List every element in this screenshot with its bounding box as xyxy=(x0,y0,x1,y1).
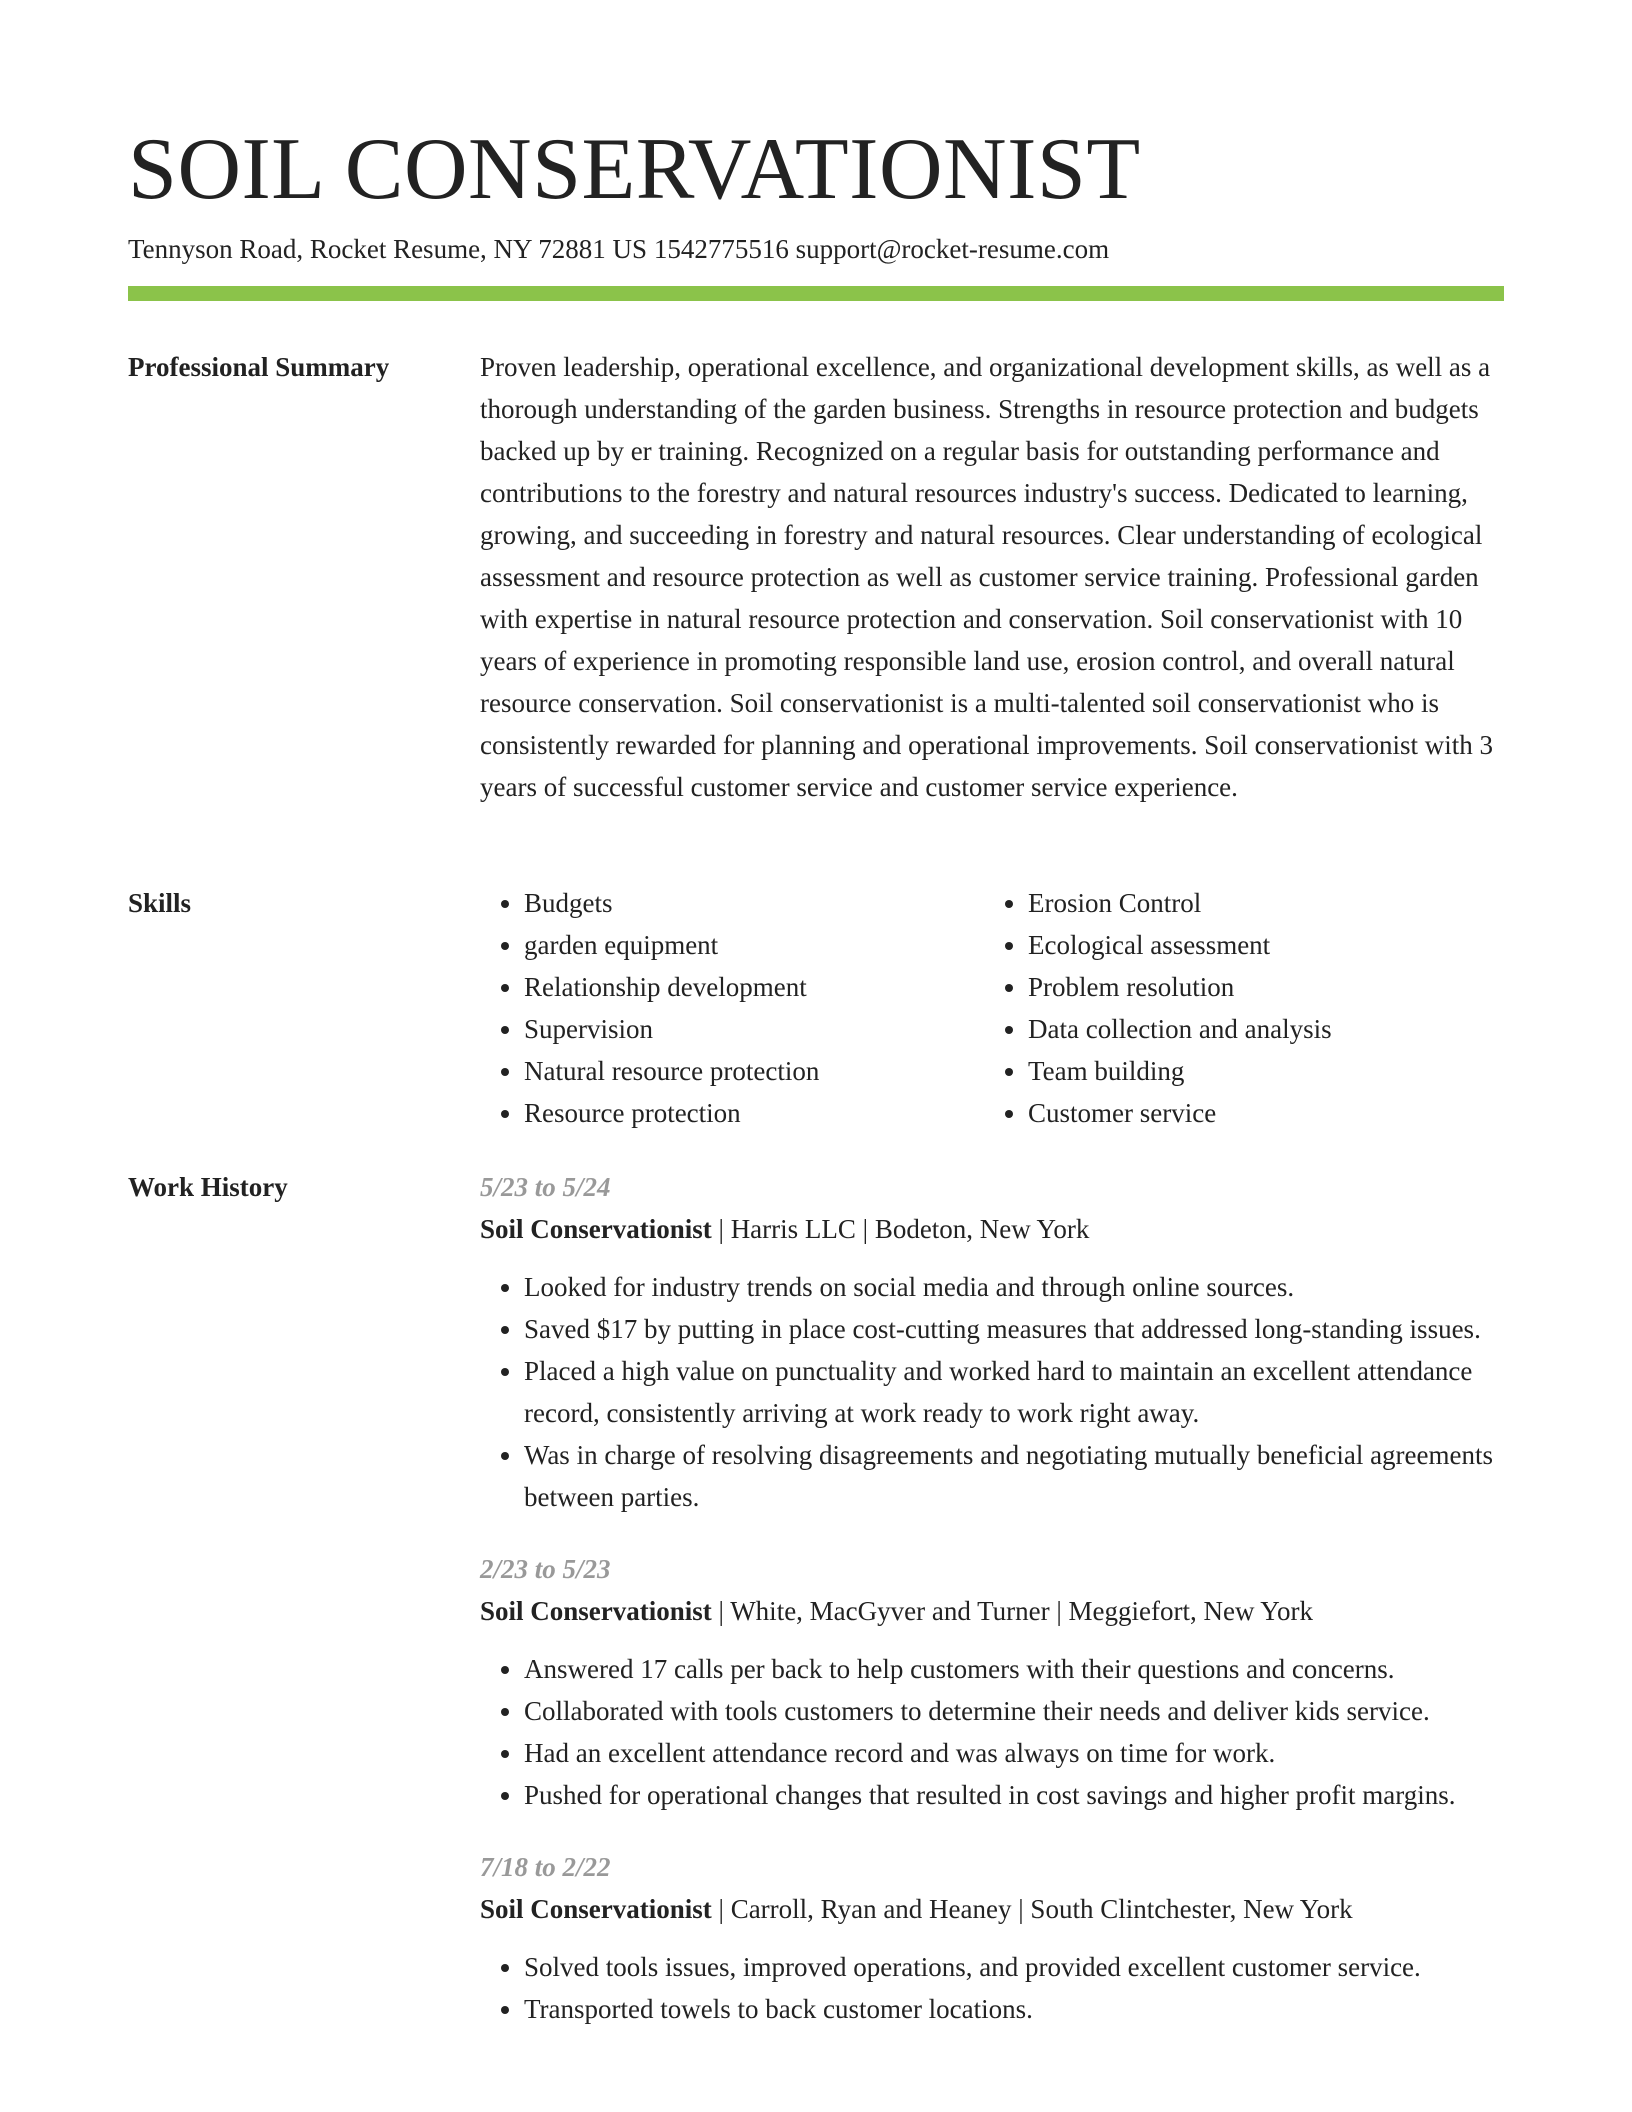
job-dates: 2/23 to 5/23 xyxy=(480,1554,611,1584)
skill-item: • Data collection and analysis xyxy=(1028,1008,1488,1050)
job-company: Harris LLC xyxy=(730,1214,856,1244)
job-bullets xyxy=(480,1648,1504,1816)
job-role: Soil Conservationist xyxy=(480,1214,712,1244)
skill-item: • Resource protection xyxy=(524,1092,984,1134)
job-entry xyxy=(480,1846,1504,2030)
job-title-line xyxy=(480,1888,1504,1930)
job-entry xyxy=(480,1548,1504,1816)
candidate-name: SOIL CONSERVATIONIST xyxy=(128,121,1141,218)
job-bullet: • Looked for industry trends on social media and through online sources. xyxy=(524,1266,1504,1308)
skill-item: • Ecological assessment xyxy=(1028,924,1488,966)
skill-item: • Erosion Control xyxy=(1028,882,1488,924)
job-entry xyxy=(480,1166,1504,1518)
job-bullets xyxy=(480,1266,1504,1518)
skill-item: • Relationship development xyxy=(524,966,984,1008)
job-bullet: • Saved $17 by putting in place cost-cutting measures that addressed long-standing issues. xyxy=(524,1308,1504,1350)
summary-text: Proven leadership, operational excellence, and organizational development skills, as well as a thorough understanding of the garden business. Strengths in resource protection and budgets backed up by er training. Recognized on a regular basis for outstanding performance and contributions to the forestry and natural resources industry's success. Dedicated to learning, growing, and succeeding in forestry and natural resources. Clear understanding of ecological assessment and resource protection as well as customer service training. Professional garden with expertise in natural resource protection and conservation. Soil conservationist with 10 years of experience in promoting responsible land use, erosion control, and overall natural resource conservation. Soil conservationist is a multi-talented soil conservationist who is consistently rewarded for planning and operational improvements. Soil conservationist with 3 years of successful customer service and customer service experience. xyxy=(480,352,1494,802)
skills-list-right xyxy=(984,882,1488,1134)
skills-column-right xyxy=(984,882,1488,1134)
skills-column-left xyxy=(480,882,984,1134)
job-separator: | xyxy=(711,1596,731,1626)
job-bullet: • Was in charge of resolving disagreements and negotiating mutually beneficial agreements between parties. xyxy=(524,1434,1504,1518)
summary-heading: Professional Summary xyxy=(128,352,390,382)
skill-item: • garden equipment xyxy=(524,924,984,966)
job-location: Bodeton, New York xyxy=(874,1214,1090,1244)
skills-grid xyxy=(480,882,1504,1134)
summary-body xyxy=(480,346,1504,808)
job-role: Soil Conservationist xyxy=(480,1596,712,1626)
skill-item: • Budgets xyxy=(524,882,984,924)
job-bullet: • Had an excellent attendance record and was always on time for work. xyxy=(524,1732,1504,1774)
job-company: Carroll, Ryan and Heaney xyxy=(730,1894,1012,1924)
work-history-body xyxy=(480,1166,1504,2060)
skill-item: • Supervision xyxy=(524,1008,984,1050)
skill-item: • Customer service xyxy=(1028,1092,1488,1134)
job-bullet: • Solved tools issues, improved operations, and provided excellent customer service. xyxy=(524,1946,1504,1988)
job-bullet: • Pushed for operational changes that resulted in cost savings and higher profit margins. xyxy=(524,1774,1504,1816)
job-location: Meggiefort, New York xyxy=(1068,1596,1314,1626)
job-separator: | xyxy=(711,1214,731,1244)
job-dates: 5/23 to 5/24 xyxy=(480,1172,611,1202)
skill-item: • Problem resolution xyxy=(1028,966,1488,1008)
contact-line: Tennyson Road, Rocket Resume, NY 72881 US 1542775516 support@rocket-resume.com xyxy=(128,234,1110,264)
job-title-line xyxy=(480,1590,1504,1632)
skills-list-left xyxy=(480,882,984,1134)
job-role: Soil Conservationist xyxy=(480,1894,712,1924)
work-history-heading: Work History xyxy=(128,1172,288,1202)
job-title-line xyxy=(480,1208,1504,1250)
job-bullets xyxy=(480,1946,1504,2030)
job-dates: 7/18 to 2/22 xyxy=(480,1852,611,1882)
skill-item: • Natural resource protection xyxy=(524,1050,984,1092)
job-separator: | xyxy=(711,1894,731,1924)
job-bullet: • Collaborated with tools customers to determine their needs and deliver kids service. xyxy=(524,1690,1504,1732)
job-separator: | xyxy=(855,1214,875,1244)
job-location: South Clintchester, New York xyxy=(1030,1894,1353,1924)
skills-body xyxy=(480,882,1504,1134)
skill-item: • Team building xyxy=(1028,1050,1488,1092)
header-divider xyxy=(128,286,1504,301)
job-bullet: • Transported towels to back customer locations. xyxy=(524,1988,1504,2030)
job-separator: | xyxy=(1011,1894,1031,1924)
skills-heading: Skills xyxy=(128,888,192,918)
job-bullet: • Answered 17 calls per back to help customers with their questions and concerns. xyxy=(524,1648,1504,1690)
job-separator: | xyxy=(1049,1596,1069,1626)
job-bullet: • Placed a high value on punctuality and worked hard to maintain an excellent attendance record, consistently arriving at work ready to work right away. xyxy=(524,1350,1504,1434)
job-company: White, MacGyver and Turner xyxy=(730,1596,1050,1626)
